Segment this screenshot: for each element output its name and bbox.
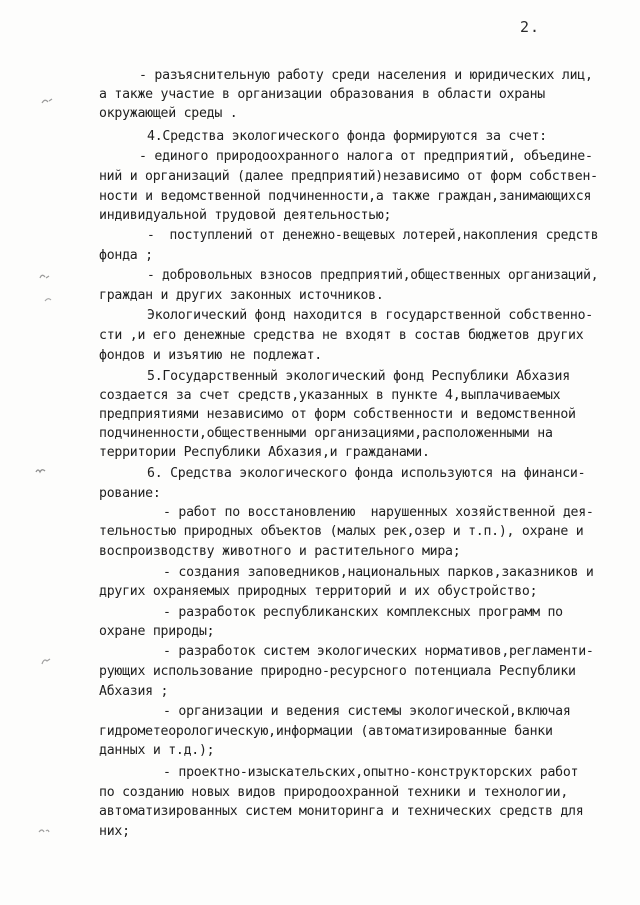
text-line: - работ по восстановлению нарушенных хозяйственной дея-: [163, 505, 594, 520]
text-line: 6. Средства экологического фонда используются на финанси-: [147, 466, 586, 481]
text-line: воспроизводству животного и растительного мира;: [99, 544, 461, 559]
text-line: ности и ведомственной подчиненности,а также граждан,занимающихся: [99, 189, 592, 204]
text-line: территории Республики Абхазия,и гражданами.: [99, 445, 430, 460]
text-line: - создания заповедников,национальных парков,заказников и: [163, 565, 594, 580]
margin-mark: [42, 294, 56, 304]
text-line: окружающей среды .: [99, 106, 238, 121]
text-line: граждан и других законных источников.: [99, 288, 384, 303]
text-line: - проектно-изыскательских,опытно-конструкторских работ: [163, 765, 579, 780]
text-line: 5.Государственный экологический фонд Республики Абхазия: [147, 369, 570, 384]
text-line: ний и организаций (далее предприятий)независимо от форм собствен-: [99, 169, 598, 184]
text-line: автоматизированных систем мониторинга и технических средств для: [99, 804, 584, 819]
margin-mark: [34, 466, 48, 476]
text-line: фонда ;: [99, 248, 153, 263]
page-number: 2.: [520, 18, 541, 36]
text-line: тельностью природных объектов (малых рек,озер и т.п.), охране и: [99, 524, 584, 539]
text-line: Абхазия ;: [99, 684, 169, 699]
text-line: создается за счет средств,указанных в пункте 4,выплачиваемых: [99, 388, 561, 403]
margin-mark: [40, 96, 54, 106]
text-line: гидрометеорологическую,информации (автоматизированные банки: [99, 724, 553, 739]
text-line: - организации и ведения системы экологической,включая: [163, 704, 571, 719]
margin-mark: [39, 656, 53, 666]
margin-mark: [37, 826, 51, 836]
text-line: них;: [99, 824, 130, 839]
text-line: охране природы;: [99, 624, 215, 639]
margin-mark: [38, 272, 52, 282]
text-line: - разработок систем экологических нормативов,регламенти-: [163, 644, 594, 659]
text-line: - единого природоохранного налога от предприятий, объедине-: [139, 149, 593, 164]
text-line: 4.Средства экологического фонда формируются за счет:: [147, 129, 547, 144]
text-line: по созданию новых видов природоохранной техники и технологии,: [99, 785, 569, 800]
text-line: индивидуальной трудовой деятельностью;: [99, 208, 392, 223]
text-line: рование:: [99, 486, 161, 501]
text-line: фондов и изъятию не подлежат.: [99, 348, 322, 363]
text-line: - разъяснительную работу среди населения и юридических лиц,: [139, 68, 593, 83]
text-line: - разработок республиканских комплексных программ по: [163, 605, 563, 620]
text-line: подчиненности,общественными организациями,расположенными на: [99, 426, 553, 441]
text-line: Экологический фонд находится в государственной собственно-: [147, 308, 593, 323]
text-line: рующих использование природно-ресурсного потенциала Республики: [99, 664, 576, 679]
text-line: данных и т.д.);: [99, 743, 215, 758]
text-line: а также участие в организации образования в области охраны: [99, 87, 545, 102]
text-line: - добровольных взносов предприятий,общественных организаций,: [147, 268, 599, 283]
text-line: сти ,и его денежные средства не входят в состав бюджетов других: [99, 328, 584, 343]
text-line: предприятиями независимо от форм собственности и ведомственной: [99, 407, 576, 422]
text-line: других охраняемых природных территорий и их обустройство;: [99, 584, 538, 599]
text-line: - поступлений от денежно-вещевых лотерей,накопления средств: [147, 228, 599, 243]
